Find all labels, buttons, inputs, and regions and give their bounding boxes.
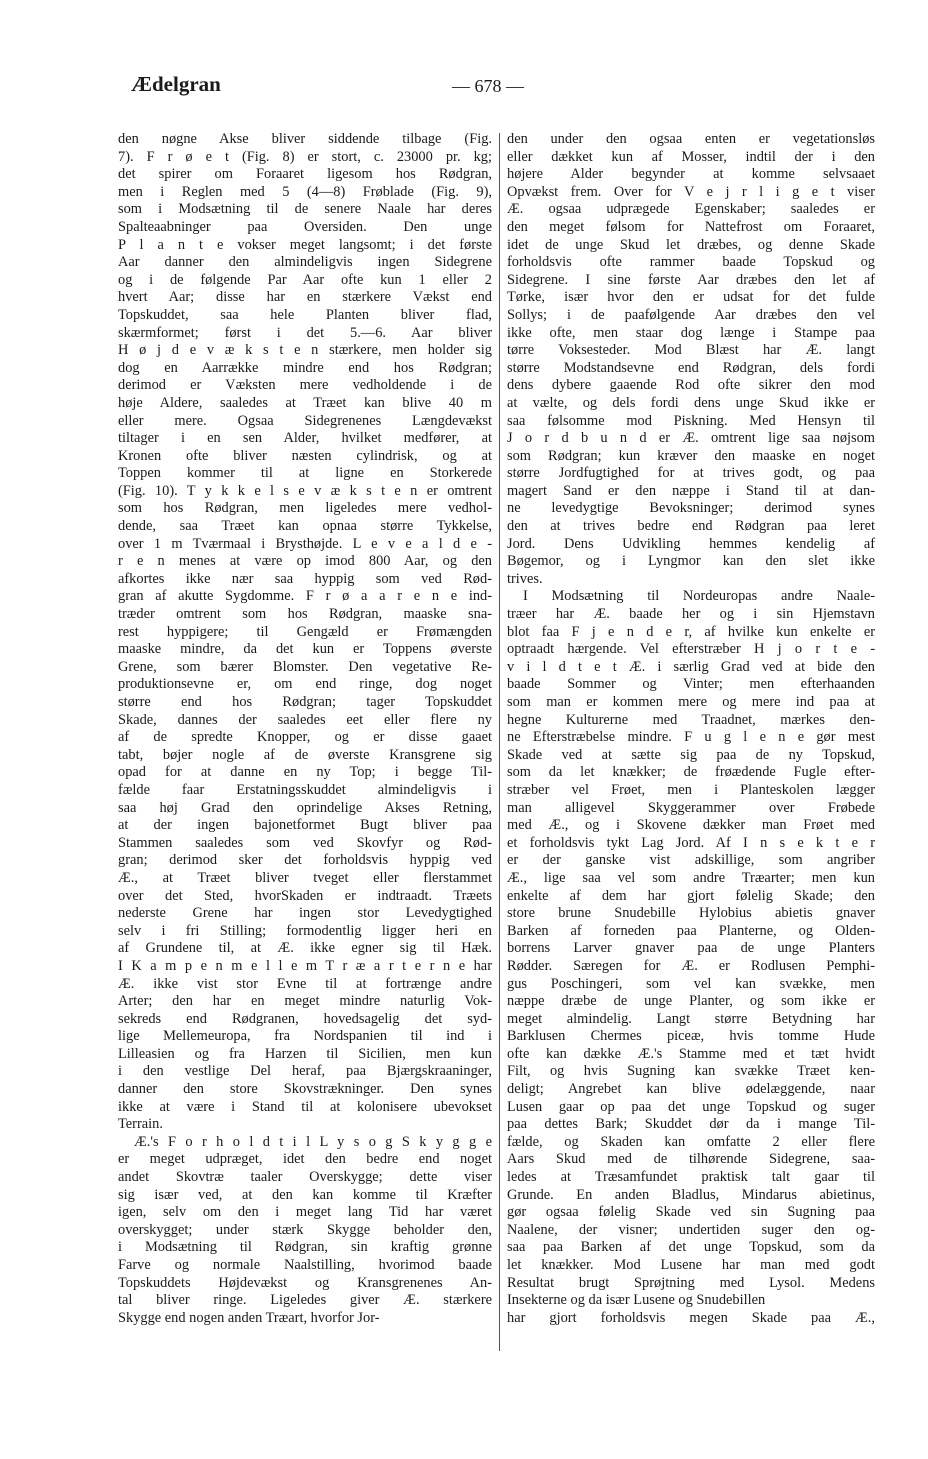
text-line: den at trives bedre end Rødgran paa leret: [507, 518, 875, 535]
text-line: igen, selv om den i meget lang Tid har været: [118, 1204, 492, 1221]
text-line: Rødder. Særegen for Æ. er Rodlusen Pemphi-: [507, 957, 875, 974]
text-line: den meget følsom for Nattefrost om Foraaret,: [507, 218, 875, 235]
text-line: gran af akutte Sygdomme. F r ø a a r e n e ind-: [118, 588, 492, 605]
text-line: selv i fri Stilling; formodentlig ligger heri en: [118, 922, 492, 939]
text-line: P l a n t e vokser meget langsomt; i det første: [118, 236, 492, 253]
text-line: Topskuddet, saa hele Planten bliver flad,: [118, 306, 492, 323]
text-line: Grene, som bærer Blomster. Den vegetative Re-: [118, 658, 492, 675]
text-line: Aar danner den almindeligvis ingen Sidegrene: [118, 254, 492, 271]
text-line: danner den store Skovstrækninger. Den synes: [118, 1081, 492, 1098]
text-line: som Rødgran; kun kræver den maaske en noget: [507, 447, 875, 464]
text-line: skærmformet; først i det 5.—6. Aar bliver: [118, 324, 492, 341]
text-line: baade Sommer og Vinter; men efterhaanden: [507, 676, 875, 693]
text-line: hvert Aar; disse har en stærkere Vækst end: [118, 289, 492, 306]
text-line: er der ganske vist adskillige, som angriber: [507, 852, 875, 869]
text-line: 7). F r ø e t (Fig. 8) er stort, c. 23000 pr. kg;: [118, 148, 492, 165]
text-line: Toppen kommer til at ligne en Storkerede: [118, 465, 492, 482]
text-line: næppe dræbe de unge Planter, og som ikke er: [507, 993, 875, 1010]
text-line: Stammen saaledes som ved Skovfyr og Rød-: [118, 834, 492, 851]
text-line: Aars Skud med de tilhørende Sidegrene, saa-: [507, 1151, 875, 1168]
text-line: i den vestlige Del heraf, paa Bjærgskraaninger,: [118, 1063, 492, 1080]
text-line: fælde, og Skaden kan omfatte 2 eller flere: [507, 1133, 875, 1150]
text-line: Topskuddets Højdevækst og Kransgrenenes An-: [118, 1274, 492, 1291]
text-line: meget almindelig. Langt større Betydning har: [507, 1010, 875, 1027]
text-line: den under den ogsaa enten er vegetationsløs: [507, 131, 875, 147]
text-line: J o r d b u n d er Æ. omtrent lige saa nøjsom: [507, 430, 875, 447]
text-line: eller dækket kun af Mosser, indtil der i den: [507, 148, 875, 165]
text-line: dog en Aarrække mindre end hos Rødgran;: [118, 359, 492, 376]
text-line: i Modsætning til Rødgran, sin kraftig grønne: [118, 1239, 492, 1256]
text-line: Skygge end nogen anden Træart, hvorfor Jor-: [118, 1309, 380, 1326]
text-line: stræber vel Frøet, men i Planteskolen lægger: [507, 781, 875, 798]
text-line: Skade, dannes der saaledes eet eller flere ny: [118, 711, 492, 728]
text-line: afkortes ikke nær saa hyppig som ved Rød-: [118, 570, 492, 587]
right-column: [507, 131, 875, 1327]
text-line: (Fig. 10). T y k k e l s e v æ k s t e n er omtrent: [118, 482, 492, 499]
text-line: v i l d t e t Æ. i særlig Grad ved at bide den: [507, 658, 875, 675]
text-line: det spirer om Foraaret ligesom hos Rødgran,: [118, 166, 492, 183]
text-line: større end hos Rødgran; tager Topskuddet: [118, 694, 492, 710]
text-line: Æ. ikke vist stor Evne til at fortrænge andre: [118, 975, 492, 992]
text-line: tal bliver ringe. Ligeledes giver Æ. stærkere: [118, 1292, 492, 1309]
text-line: Æ. ogsaa udprægede Egenskaber; saaledes er: [507, 201, 875, 218]
text-line: Æ.'s F o r h o l d t i l L y s o g S k y g g e: [134, 1133, 492, 1150]
text-line: maaske mindre, da det kun er Toppens øverste: [118, 641, 492, 658]
text-line: derimod er Væksten mere vedholdende i de: [118, 377, 492, 394]
text-line: Grunde. En anden Bladlus, Mindarus abietinus,: [507, 1186, 875, 1203]
text-line: er meget udpræget, idet den bedre end noget: [118, 1151, 492, 1168]
text-line: trives.: [507, 570, 543, 587]
text-line: Sidegrene. I sine første Aar dræbes den let af: [507, 271, 875, 288]
text-line: ledes at Træsamfundet praktisk talt gaar til: [507, 1169, 875, 1186]
text-line: lige Mellemeuropa, fra Nordspanien til ind i: [118, 1028, 492, 1045]
text-line: Spalteaabninger paa Oversiden. Den unge: [118, 218, 492, 235]
text-line: træder omtrent som hos Rødgran, maaske sna-: [118, 606, 492, 623]
text-line: Lilleasien og fra Harzen til Sicilien, men kun: [118, 1045, 492, 1062]
text-line: saa paa Barken af det unge Topskud, som da: [507, 1239, 875, 1256]
text-line: Insekterne og da især Lusene og Snudebillen: [507, 1292, 766, 1309]
page-number: — 678 —: [452, 76, 524, 96]
text-line: større Modstandsevne end Rødgran, dels fordi: [507, 359, 875, 376]
text-line: og i de følgende Par Aar ofte kun 1 eller 2: [118, 271, 492, 288]
text-line: ne levedygtige Bevoksninger; derimod synes: [507, 500, 875, 517]
text-line: Lusen gaar op paa det unge Topskud og suger: [507, 1098, 875, 1115]
text-line: forholdsvis ofte rammer baade Topskud og: [507, 254, 875, 271]
text-line: Filt, og hvis Sugning kan svække Træet ken-: [507, 1063, 875, 1080]
text-line: Sollys; i de paafølgende Aar dræbes den vel: [507, 306, 875, 323]
text-line: af Grundene til, at Æ. ikke egner sig til Hæk.: [118, 940, 492, 957]
text-line: paa dettes Bark; Skuddet dør da i mange Til-: [507, 1116, 875, 1133]
text-line: hegne Kulturerne med Traadnet, mærkes den-: [507, 711, 875, 728]
text-line: blot faa F j e n d e r, af hvilke kun enkelte er: [507, 623, 875, 640]
text-line: Æ., at Træet bliver tveget eller flerstammet: [118, 869, 492, 886]
text-line: den nøgne Akse bliver siddende tilbage (Fig.: [118, 131, 492, 147]
text-line: gør ogsaa følelig Skade ved sin Sugning paa: [507, 1204, 875, 1221]
text-line: produktionsevne er, om end ringe, dog noget: [118, 676, 492, 693]
text-line: I K a m p e n m e l l e m T r æ a r t e r n e har: [118, 957, 492, 974]
text-line: let knækker. Mod Lusene har man med godt: [507, 1257, 875, 1273]
text-line: over 1 m Tværmaal i Brysthøjde. L e v e a l d e -: [118, 535, 492, 552]
text-line: Resultat brugt Sprøjtning med Lysol. Medens: [507, 1274, 875, 1291]
text-line: andet Skovtræ taaler Overskygge; dette viser: [118, 1169, 492, 1186]
text-line: med Æ., og i Skovene dækker man Frøet med: [507, 817, 875, 834]
text-line: I Modsætning til Nordeuropas andre Naale-: [523, 588, 875, 605]
text-line: større Jordfugtighed for at trives godt, og paa: [507, 465, 875, 482]
left-column: [118, 131, 492, 1327]
text-line: enkelte af dem har gjort følelig Skade; den: [507, 887, 875, 904]
text-line: store brune Snudebille Hylobius abietis gnaver: [507, 905, 875, 922]
text-line: saa høj Grad den oprindelige Akses Retning,: [118, 799, 492, 816]
text-line: som i Modsætning til de senere Naale har deres: [118, 201, 492, 218]
text-line: H ø j d e v æ k s t e n stærkere, men holder sig: [118, 342, 492, 359]
text-line: overskygget; under stærk Skygge beholder den,: [118, 1221, 492, 1238]
text-line: dens dybere gaaende Rod ofte sikrer den mod: [507, 377, 875, 394]
text-line: Skade ved at sætte sig paa de ny Topskud,: [507, 746, 875, 763]
text-line: Æ., lige saa vel som andre Træarter; men kun: [507, 869, 875, 886]
text-line: tiltager i en sen Alder, hvilket medfører, at: [118, 430, 492, 447]
text-line: idet de unge Skud let dræbes, og denne Skade: [507, 236, 875, 253]
text-line: Barklusen Chermes piceæ, hvis tomme Hude: [507, 1028, 875, 1045]
text-line: som hos Rødgran, men ligeledes mere vedhol-: [118, 500, 492, 517]
text-line: sekreds end Rødgranen, hovedsagelig det syd-: [118, 1010, 492, 1027]
text-line: Kronen ofte bliver næsten cylindrisk, og at: [118, 447, 492, 464]
text-line: deligt; Angrebet kan blive ødelæggende, naar: [507, 1081, 875, 1098]
text-line: ofte kan dække Æ.'s Stamme med et tæt hvidt: [507, 1045, 875, 1062]
text-line: Farve og normale Naalstilling, hvorimod baade: [118, 1257, 492, 1273]
text-line: optraadt hærgende. Vel efterstræber H j o r t e -: [507, 641, 875, 658]
text-line: høje Aldere, saaledes at Træet kan blive 40 m: [118, 394, 492, 411]
text-line: Bøgemor, og i Lyngmor kan den slet ikke: [507, 553, 875, 570]
text-line: opad for at danne en ny Top; i begge Til-: [118, 764, 492, 781]
text-line: at der ingen bajonetformet Bugt bliver paa: [118, 817, 492, 834]
text-line: ikke ofte, men staar dog længe i Stampe paa: [507, 324, 875, 341]
text-line: et forholdsvis tykt Lag Jord. Af I n s e k t e r: [507, 834, 875, 851]
text-line: Jord. Dens Udvikling hemmes kendelig af: [507, 535, 875, 552]
text-line: r e n menes at være op imod 800 Aar, og den: [118, 553, 492, 570]
text-line: gus Poschingeri, som vel kan svække, men: [507, 975, 875, 992]
text-line: dende, saa Træet kan opnaa større Tykkelse,: [118, 518, 492, 535]
text-line: som da let knækker; de frøædende Fugle efter-: [507, 764, 875, 781]
text-line: at vælte, og dels fordi dens unge Skud ikke er: [507, 394, 875, 411]
text-line: ne Efterstræbelse mindre. F u g l e n e gør mest: [507, 729, 875, 746]
text-line: Barken af forneden paa Planterne, og Olden-: [507, 922, 875, 939]
text-line: Terrain.: [118, 1116, 163, 1133]
text-line: rest hyppigere; til Gengæld er Frømængden: [118, 623, 492, 640]
text-line: tabt, bøjer nogle af de øverste Kransgrene sig: [118, 746, 492, 763]
text-line: magert Sand er den næppe i Stand til at dan-: [507, 482, 875, 499]
text-line: sig især ved, at den kan komme til Kræfter: [118, 1186, 492, 1203]
text-line: højere Alder begynder at komme selvsaaet: [507, 166, 875, 183]
text-line: saa følsomme mod Piskning. Med Hensyn til: [507, 412, 875, 429]
text-line: af de spredte Knopper, og er disse gaaet: [118, 729, 492, 746]
text-line: fælde faar Erstatningsskuddet almindeligvis i: [118, 781, 492, 798]
text-line: træer har Æ. baade her og i sin Hjemstavn: [507, 606, 875, 623]
text-line: eller mere. Ogsaa Sidegrenenes Længdevækst: [118, 412, 492, 429]
text-line: Tørke, især hvor den er udsat for det fulde: [507, 289, 875, 306]
text-line: ikke at være i Stand til at kolonisere ubevokset: [118, 1098, 492, 1115]
column-divider: [499, 133, 500, 1351]
text-line: Naalene, der visner; undertiden suger den og-: [507, 1221, 875, 1238]
running-head-title: Ædelgran: [131, 72, 221, 96]
text-line: Arter; den har en meget mindre naturlig Vok-: [118, 993, 492, 1010]
text-line: har gjort forholdsvis megen Skade paa Æ.,: [507, 1309, 875, 1326]
text-line: Opvækst frem. Over for V e j r l i g e t viser: [507, 183, 875, 200]
text-line: nederste Grene har ingen stor Levedygtighed: [118, 905, 492, 922]
text-line: gran; derimod sker det forholdsvis hyppig ved: [118, 852, 492, 869]
text-line: man alligevel Skyggerammer over Frøbede: [507, 799, 875, 816]
text-line: men i Reglen med 5 (4—8) Frøblade (Fig. 9),: [118, 183, 492, 200]
text-line: som man er kommen mere og mere ind paa at: [507, 694, 875, 710]
text-line: borrens Larver gnaver paa de unge Planters: [507, 940, 875, 957]
text-line: over det Sted, hvorSkaden er indtraadt. Træets: [118, 887, 492, 904]
text-line: tørre Voksesteder. Mod Blæst har Æ. langt: [507, 342, 875, 359]
